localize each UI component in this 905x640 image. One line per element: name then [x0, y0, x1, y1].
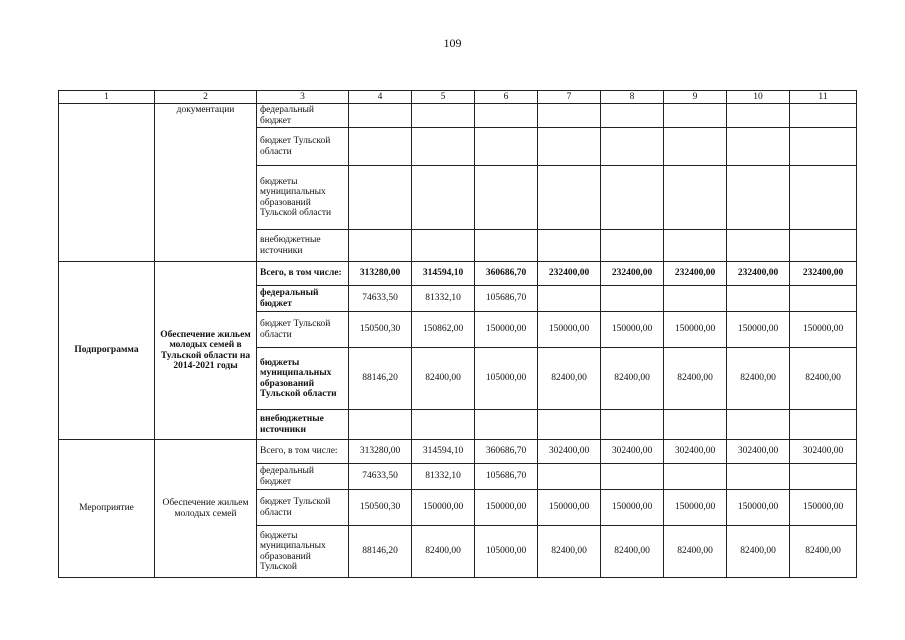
funding-source-label: бюджеты муниципальных образований Тульской области: [257, 348, 349, 410]
row-group-type: Мероприятие: [59, 440, 155, 578]
amount-cell: 82400,00: [601, 348, 664, 410]
amount-cell: [412, 166, 475, 230]
table-row: [59, 440, 857, 464]
row-group-type: Подпрограмма: [59, 262, 155, 440]
amount-cell: 81332,10: [412, 464, 475, 490]
amount-cell: [475, 410, 538, 440]
amount-cell: 88146,20: [349, 526, 412, 578]
amount-cell: [664, 128, 727, 166]
amount-cell: 105000,00: [475, 526, 538, 578]
amount-cell: 150000,00: [601, 312, 664, 348]
amount-cell: 82400,00: [664, 526, 727, 578]
amount-cell: [412, 230, 475, 262]
funding-source-label: бюджеты муниципальных образований Тульской области: [257, 166, 349, 230]
amount-cell: 88146,20: [349, 348, 412, 410]
funding-source-label: федеральный бюджет: [257, 286, 349, 312]
funding-source-label: бюджет Тульской области: [257, 312, 349, 348]
amount-cell: 82400,00: [790, 348, 857, 410]
amount-cell: [538, 464, 601, 490]
amount-cell: 313280,00: [349, 440, 412, 464]
amount-cell: 105686,70: [475, 464, 538, 490]
amount-cell: 74633,50: [349, 286, 412, 312]
amount-cell: [790, 464, 857, 490]
amount-cell: [790, 166, 857, 230]
amount-cell: 150000,00: [412, 490, 475, 526]
amount-cell: 150000,00: [538, 312, 601, 348]
amount-cell: [412, 128, 475, 166]
budget-table: [58, 90, 857, 578]
amount-cell: [349, 410, 412, 440]
column-header: 1: [59, 91, 155, 104]
column-header: 9: [664, 91, 727, 104]
table-row: [59, 104, 857, 128]
amount-cell: 82400,00: [538, 348, 601, 410]
amount-cell: [475, 104, 538, 128]
amount-cell: [601, 286, 664, 312]
amount-cell: 302400,00: [727, 440, 790, 464]
amount-cell: 302400,00: [538, 440, 601, 464]
amount-cell: [727, 230, 790, 262]
amount-cell: [601, 104, 664, 128]
amount-cell: [727, 286, 790, 312]
amount-cell: 232400,00: [538, 262, 601, 286]
row-group-title: Обеспечение жильем молодых семей: [155, 440, 257, 578]
amount-cell: 150000,00: [727, 490, 790, 526]
row-group-title: документации: [155, 104, 257, 262]
amount-cell: [538, 286, 601, 312]
amount-cell: 150000,00: [790, 312, 857, 348]
amount-cell: [538, 410, 601, 440]
amount-cell: [790, 410, 857, 440]
amount-cell: [601, 230, 664, 262]
funding-source-label: федеральный бюджет: [257, 104, 349, 128]
amount-cell: 150000,00: [538, 490, 601, 526]
funding-source-label: Всего, в том числе:: [257, 440, 349, 464]
amount-cell: [727, 104, 790, 128]
amount-cell: 150500,30: [349, 312, 412, 348]
amount-cell: 82400,00: [538, 526, 601, 578]
amount-cell: [349, 230, 412, 262]
amount-cell: 81332,10: [412, 286, 475, 312]
amount-cell: 82400,00: [727, 526, 790, 578]
amount-cell: 232400,00: [727, 262, 790, 286]
amount-cell: 232400,00: [790, 262, 857, 286]
column-header: 3: [257, 91, 349, 104]
amount-cell: 150000,00: [664, 490, 727, 526]
amount-cell: [664, 286, 727, 312]
amount-cell: [601, 128, 664, 166]
funding-source-label: федеральный бюджет: [257, 464, 349, 490]
amount-cell: [664, 410, 727, 440]
amount-cell: 82400,00: [412, 526, 475, 578]
row-group-type: [59, 104, 155, 262]
column-header: 6: [475, 91, 538, 104]
column-header: 7: [538, 91, 601, 104]
amount-cell: [349, 166, 412, 230]
amount-cell: 82400,00: [412, 348, 475, 410]
amount-cell: 302400,00: [601, 440, 664, 464]
amount-cell: [727, 128, 790, 166]
page-number: 109: [443, 36, 462, 50]
amount-cell: 150000,00: [727, 312, 790, 348]
amount-cell: [475, 128, 538, 166]
row-group-title: Обеспечение жильем молодых семей в Тульской области на 2014-2021 годы: [155, 262, 257, 440]
amount-cell: 360686,70: [475, 440, 538, 464]
column-header: 2: [155, 91, 257, 104]
amount-cell: [349, 104, 412, 128]
amount-cell: [538, 166, 601, 230]
column-header: 5: [412, 91, 475, 104]
amount-cell: [412, 410, 475, 440]
amount-cell: [727, 166, 790, 230]
funding-source-label: бюджет Тульской области: [257, 128, 349, 166]
table-row: [59, 262, 857, 286]
amount-cell: 314594,10: [412, 262, 475, 286]
amount-cell: [601, 166, 664, 230]
amount-cell: [664, 230, 727, 262]
amount-cell: [664, 464, 727, 490]
amount-cell: 74633,50: [349, 464, 412, 490]
amount-cell: [727, 410, 790, 440]
amount-cell: 82400,00: [727, 348, 790, 410]
amount-cell: 302400,00: [664, 440, 727, 464]
amount-cell: 232400,00: [664, 262, 727, 286]
amount-cell: 105000,00: [475, 348, 538, 410]
amount-cell: 150000,00: [601, 490, 664, 526]
amount-cell: [601, 464, 664, 490]
funding-source-label: внебюджетные источники: [257, 230, 349, 262]
amount-cell: 82400,00: [664, 348, 727, 410]
funding-source-label: бюджет Тульской области: [257, 490, 349, 526]
amount-cell: 232400,00: [601, 262, 664, 286]
funding-source-label: бюджеты муниципальных образований Тульской: [257, 526, 349, 578]
amount-cell: [475, 166, 538, 230]
amount-cell: [412, 104, 475, 128]
amount-cell: [538, 230, 601, 262]
amount-cell: 82400,00: [790, 526, 857, 578]
amount-cell: [475, 230, 538, 262]
amount-cell: [790, 286, 857, 312]
amount-cell: [538, 128, 601, 166]
amount-cell: [538, 104, 601, 128]
column-header: 8: [601, 91, 664, 104]
amount-cell: 360686,70: [475, 262, 538, 286]
amount-cell: 105686,70: [475, 286, 538, 312]
amount-cell: [601, 410, 664, 440]
amount-cell: [790, 230, 857, 262]
amount-cell: [790, 104, 857, 128]
amount-cell: 302400,00: [790, 440, 857, 464]
amount-cell: [664, 104, 727, 128]
amount-cell: [790, 128, 857, 166]
amount-cell: 150000,00: [790, 490, 857, 526]
column-header: 10: [727, 91, 790, 104]
amount-cell: [349, 128, 412, 166]
amount-cell: 313280,00: [349, 262, 412, 286]
column-header: 4: [349, 91, 412, 104]
amount-cell: 314594,10: [412, 440, 475, 464]
funding-source-label: Всего, в том числе:: [257, 262, 349, 286]
column-header: 11: [790, 91, 857, 104]
amount-cell: 82400,00: [601, 526, 664, 578]
amount-cell: 150000,00: [664, 312, 727, 348]
amount-cell: 150000,00: [475, 490, 538, 526]
amount-cell: 150000,00: [475, 312, 538, 348]
header-row: [59, 91, 857, 104]
amount-cell: [727, 464, 790, 490]
amount-cell: 150500,30: [349, 490, 412, 526]
amount-cell: [664, 166, 727, 230]
funding-source-label: внебюджетные источники: [257, 410, 349, 440]
amount-cell: 150862,00: [412, 312, 475, 348]
